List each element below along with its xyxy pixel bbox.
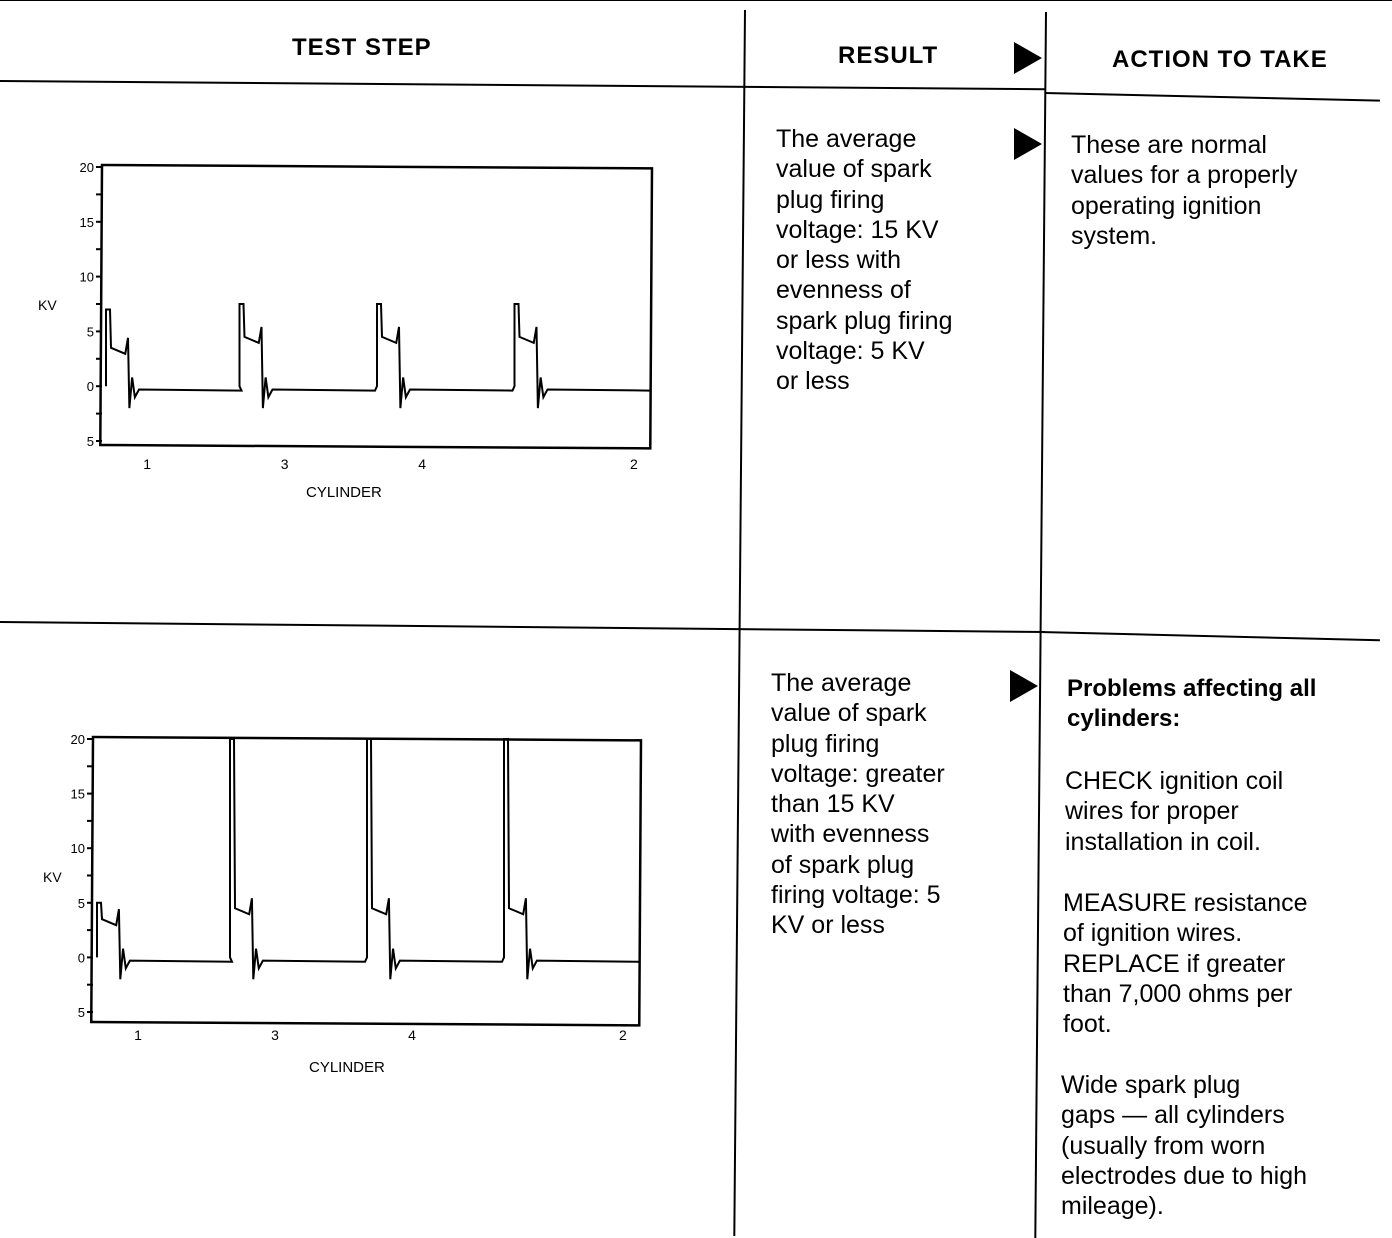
chart-2-ytick-label: 15 xyxy=(70,786,85,802)
chart-1-xlabel: CYLINDER xyxy=(306,484,382,501)
chart-2-xtick-label: 1 xyxy=(134,1027,142,1043)
chart-1-ytick-label: 0 xyxy=(86,379,94,395)
chart-2-ytick-label: 20 xyxy=(70,732,85,747)
row-2-result: The average value of spark plug firing voltage: greater than 15 KV with evenness of spark plug firing voltage: 5 KV or less xyxy=(771,669,945,940)
row-1-result: The average value of spark plug firing voltage: 15 KV or less with evenness of spark plug firing voltage: 5 KV or less xyxy=(776,125,953,396)
chart-2-xtick-label: 4 xyxy=(408,1027,416,1043)
chart-1-xtick-label: 3 xyxy=(280,456,289,472)
header-action: ACTION TO TAKE xyxy=(1112,46,1328,73)
chart-1-ytick-label: 15 xyxy=(79,214,94,230)
chart-2 xyxy=(25,722,665,1082)
row-1-arrow-icon xyxy=(1014,128,1042,160)
chart-2-xtick-label: 3 xyxy=(271,1027,279,1043)
chart-1-xtick-label: 4 xyxy=(418,456,427,472)
chart-1-xtick-label: 1 xyxy=(143,456,152,472)
header-result: RESULT xyxy=(838,42,939,69)
chart-2-ytick-label: 0 xyxy=(77,950,85,966)
row-1-action: These are normal values for a properly operating ignition system. xyxy=(1071,131,1298,250)
header-bottom-rule xyxy=(0,80,1045,90)
chart-1-ytick-label: 5 xyxy=(86,434,94,449)
chart-2-voltage-trace xyxy=(97,739,639,979)
chart-1-ytick-label: 20 xyxy=(79,160,94,175)
chart-2-xlabel: CYLINDER xyxy=(309,1059,385,1076)
chart-2-ylabel: KV xyxy=(43,869,62,885)
header-bottom-rule-right xyxy=(1045,92,1380,102)
chart-1-xtick-label: 2 xyxy=(630,456,638,472)
chart-1-ytick-label: 10 xyxy=(79,269,94,285)
row-divider xyxy=(0,621,1045,633)
column-divider-1 xyxy=(733,10,746,1236)
chart-1 xyxy=(30,150,670,510)
column-divider-2 xyxy=(1034,12,1047,1238)
header-arrow-icon xyxy=(1014,42,1042,74)
row-2-action-wide-gaps: Wide spark plug gaps — all cylinders (usually from worn electrodes due to high mileage). xyxy=(1061,1071,1308,1221)
header-top-rule xyxy=(0,0,1392,1)
row-2-action-heading: Problems affecting all cylinders: xyxy=(1067,675,1317,733)
chart-1-voltage-trace xyxy=(106,304,650,408)
row-2-action-measure: MEASURE resistance of ignition wires. REPLACE if greater than 7,000 ohms per foot. xyxy=(1063,889,1308,1039)
chart-2-ytick-label: 5 xyxy=(77,895,85,911)
chart-1-ylabel: KV xyxy=(38,297,57,313)
row-divider-right xyxy=(1040,631,1380,641)
chart-2-ytick-label: 5 xyxy=(77,1005,85,1020)
chart-2-xtick-label: 2 xyxy=(619,1027,627,1043)
chart-2-ytick-label: 10 xyxy=(70,841,85,857)
chart-1-ytick-label: 5 xyxy=(86,324,94,340)
header-test-step: TEST STEP xyxy=(292,34,432,61)
row-2-action-check: CHECK ignition coil wires for proper installation in coil. xyxy=(1065,767,1284,856)
row-2-arrow-icon xyxy=(1010,670,1038,702)
